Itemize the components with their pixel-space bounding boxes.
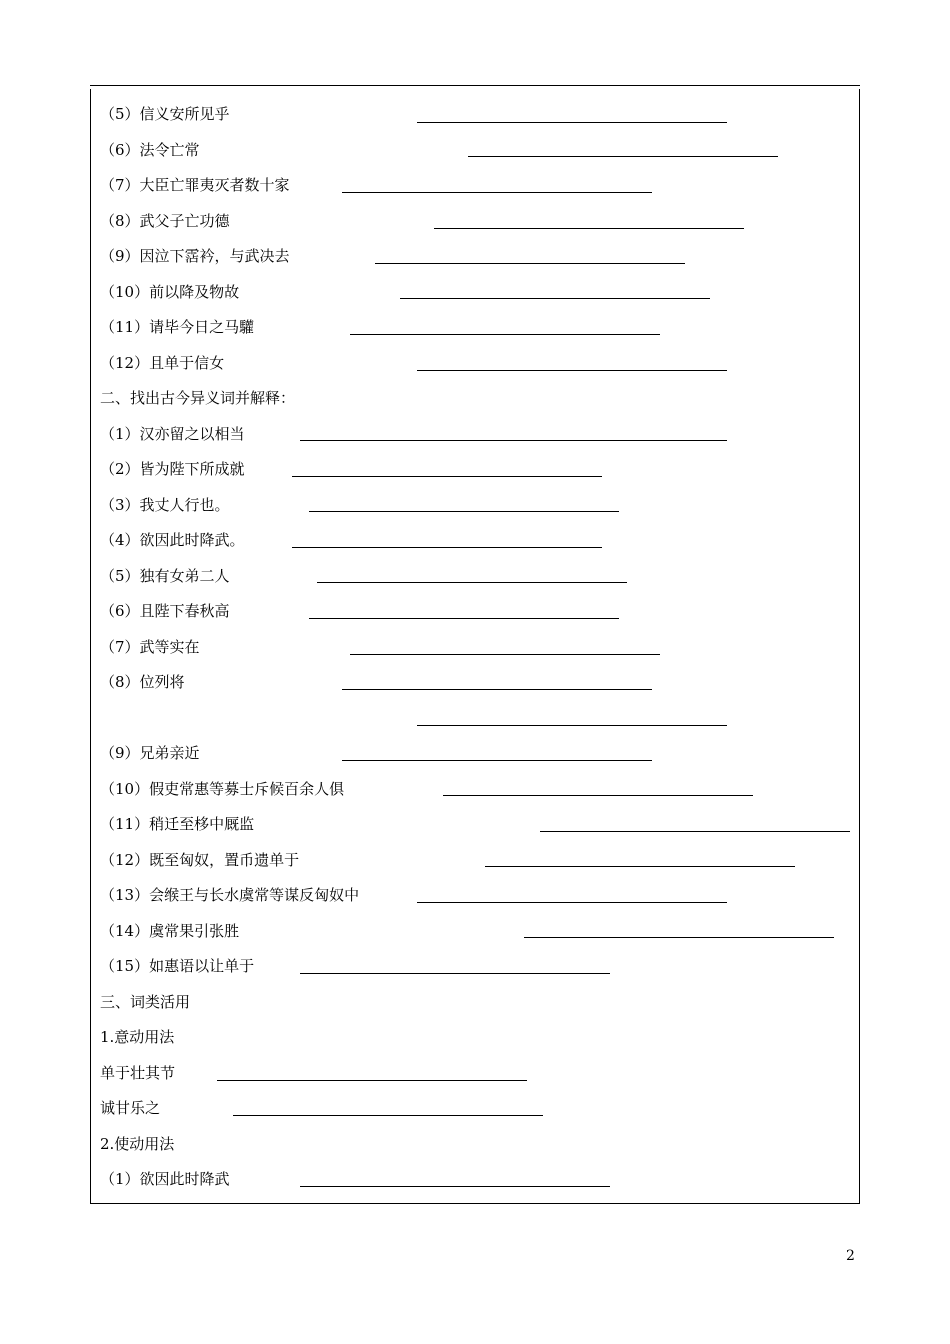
item-label: （7）武等实在 bbox=[100, 638, 200, 656]
item-label: （5）独有女弟二人 bbox=[100, 567, 230, 585]
item-label: （6）且陛下春秋高 bbox=[100, 602, 230, 620]
answer-blank[interactable] bbox=[375, 263, 685, 264]
answer-blank[interactable] bbox=[417, 902, 727, 903]
answer-blank[interactable] bbox=[434, 228, 744, 229]
item-label: （8）位列将 bbox=[100, 673, 185, 691]
item-label: （8）武父子亡功德 bbox=[100, 212, 230, 230]
item-label: （1）汉亦留之以相当 bbox=[100, 425, 245, 443]
answer-blank[interactable] bbox=[300, 973, 610, 974]
item-label: （3）我丈人行也。 bbox=[100, 496, 230, 514]
item-label: （13）会缑王与长水虞常等谋反匈奴中 bbox=[100, 886, 360, 904]
item-label: （6）法令亡常 bbox=[100, 141, 200, 159]
section-heading: 三、词类活用 bbox=[100, 993, 191, 1011]
answer-blank[interactable] bbox=[350, 334, 660, 335]
answer-blank[interactable] bbox=[309, 618, 619, 619]
item-label: （11）请毕今日之马驩 bbox=[100, 318, 255, 336]
subsection-heading: 1.意动用法 bbox=[100, 1028, 175, 1046]
answer-blank[interactable] bbox=[317, 582, 627, 583]
item-label: （9）兄弟亲近 bbox=[100, 744, 200, 762]
answer-blank[interactable] bbox=[342, 689, 652, 690]
answer-blank[interactable] bbox=[309, 511, 619, 512]
page-number: 2 bbox=[846, 1248, 855, 1264]
answer-blank[interactable] bbox=[485, 866, 795, 867]
item-label: （12）且单于信女 bbox=[100, 354, 225, 372]
item-label: （9）因泣下霑衿，与武决去 bbox=[100, 247, 290, 265]
answer-blank[interactable] bbox=[350, 654, 660, 655]
item-label: （11）稍迁至栘中厩监 bbox=[100, 815, 255, 833]
answer-blank[interactable] bbox=[300, 1186, 610, 1187]
answer-blank[interactable] bbox=[468, 156, 778, 157]
item-label: （5）信义安所见乎 bbox=[100, 105, 230, 123]
item-label: 单于壮其节 bbox=[100, 1064, 176, 1082]
item-label: （14）虞常果引张胜 bbox=[100, 922, 240, 940]
answer-blank[interactable] bbox=[417, 122, 727, 123]
subsection-heading: 2.使动用法 bbox=[100, 1135, 175, 1153]
header-rule bbox=[90, 85, 860, 86]
answer-blank[interactable] bbox=[233, 1115, 543, 1116]
answer-blank[interactable] bbox=[417, 725, 727, 726]
item-label: 诚甘乐之 bbox=[100, 1099, 161, 1117]
answer-blank[interactable] bbox=[217, 1080, 527, 1081]
answer-blank[interactable] bbox=[292, 476, 602, 477]
answer-blank[interactable] bbox=[292, 547, 602, 548]
answer-blank[interactable] bbox=[300, 440, 727, 441]
item-label: （10）前以降及物故 bbox=[100, 283, 240, 301]
answer-blank[interactable] bbox=[342, 760, 652, 761]
item-label: （7）大臣亡罪夷灭者数十家 bbox=[100, 176, 290, 194]
item-label: （2）皆为陛下所成就 bbox=[100, 460, 245, 478]
item-label: （12）既至匈奴，置币遗单于 bbox=[100, 851, 300, 869]
answer-blank[interactable] bbox=[443, 795, 753, 796]
answer-blank[interactable] bbox=[540, 831, 850, 832]
section-heading: 二、找出古今异义词并解释： bbox=[100, 389, 296, 407]
answer-blank[interactable] bbox=[342, 192, 652, 193]
answer-blank[interactable] bbox=[524, 937, 834, 938]
item-label: （1）欲因此时降武 bbox=[100, 1170, 230, 1188]
item-label: （10）假吏常惠等募士斥候百余人俱 bbox=[100, 780, 345, 798]
item-label: （15）如惠语以让单于 bbox=[100, 957, 255, 975]
answer-blank[interactable] bbox=[400, 298, 710, 299]
answer-blank[interactable] bbox=[417, 370, 727, 371]
item-label: （4）欲因此时降武。 bbox=[100, 531, 245, 549]
